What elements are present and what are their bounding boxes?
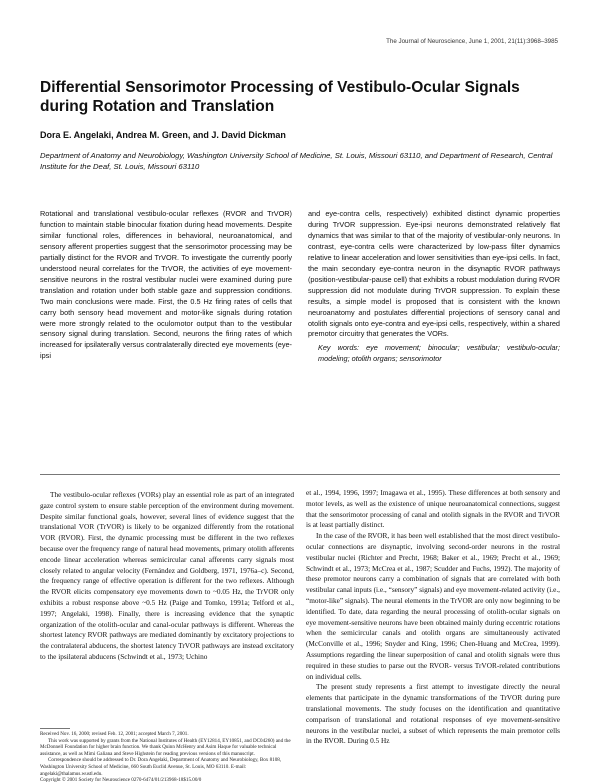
abstract-left-column (40, 209, 292, 362)
body-paragraph: In the case of the RVOR, it has been well established that the most direct vestibulo-ocular connections are disynaptic, involving second-order neurons in the rostral vestibular nuclei (Richter and Precht, 1968; Baker et al., 1969; Precht et al., 1969; Schwindt et al., 1973; McCrea et al., 1987; Scudder and Fuchs, 1992). The majority of these premotor neurons carry a combination of signals that are correlated with both vestibular canal inputs (i.e., “sensory” signals) and eye movement-related activity (i.e., “motor-like” signals). The neural elements in the TrVOR are only now beginning to be identified. To date, data regarding the neural processing of otolith-ocular signals on eye movement-sensitive neurons have been obtained mainly during eccentric rotations when the semicircular canals and otolith organs are simultaneously activated (McConville et al., 1996; Snyder and King, 1996; Chen-Huang and McCrea, 1999). Assumptions regarding the linear superposition of canal and otolith signals were thus required in these studies to parse out the RVOR- versus TrVOR-related contributions on individual cells. (306, 531, 560, 681)
footnote-support: This work was supported by grants from the National Institutes of Health (EY12814, EY10851, and DC04260) and the McDonnell Foundation for higher brain function. We thank Quinn McHenry and Asim Haque for valuable technical assistance, as well as Mimi Galiana and Steve Highstein for reading previous versions of this manuscript. (40, 737, 291, 757)
keywords-list: eye movement; binocular; vestibular; vestibulo-ocular; modeling; otolith organs; sensorimotor (318, 343, 560, 364)
body-left-column (40, 490, 294, 663)
abstract-text-right: and eye-contra cells, respectively) exhibited distinct dynamic properties during TrVOR suppression. Eye-ipsi neurons demonstrated relatively flat dynamics that was similar to that of the majority of vestibular-only neurons. In contrast, eye-contra cells were characterized by low-pass filter dynamics relative to linear acceleration and lower sensitivities than eye-ipsi cells. In fact, the main secondary eye-contra neuron in the disynaptic RVOR pathways (position-vestibular-pause cell) that exhibits a robust modulation during RVOR suppression did not modulate during TrVOR suppression. To explain these results, a simple model is proposed that is consistent with the known neuroanatomy and postulates differential projections of sensory canal and otolith signals onto eye-contra and eye-ipsi cells, respectively, within a shared premotor circuitry that generates the VORs. (308, 209, 560, 339)
body-paragraph: The present study represents a first attempt to investigate directly the neural elements that participate in the dynamic transformations of the TrVOR during pure translational movements. The study focuses on the identification and quantitative comparison of translational and rotational responses of eye movement-sensitive neurons in the vestibular nuclei, a subset of which represents the main premotor cells in the RVOR. During 0.5 Hz (306, 682, 560, 746)
running-head: The Journal of Neuroscience, June 1, 2001, 21(11):3968–3985 (386, 38, 558, 45)
keywords-label: Key words: (318, 343, 360, 353)
abstract-text-left: Rotational and translational vestibulo-ocular reflexes (RVOR and TrVOR) function to maintain stable binocular fixation during head movements. Despite similar functional roles, differences in behavioral, neuroanatomical, and sensory afferent properties suggest that the sensorimotor processing may be partially distinct for the RVOR and TrVOR. To investigate the currently poorly understood neural correlates for the TrVOR, the activities of eye movement-sensitive neurons in the rostral vestibular nuclei were examined during pure translation and rotation under both stable gaze and suppression conditions. Two main conclusions were made. First, the 0.5 Hz firing rates of cells that carry both sensory head movement and motor-like signals during rotation were more strongly related to the oculomotor output than to the vestibular sensory signal during translation. Second, neurons the firing rates of which increased for ipsilaterally versus contralaterally directed eye movements (eye-ipsi (40, 209, 292, 361)
author-list: Dora E. Angelaki, Andrea M. Green, and J. David Dickman (40, 130, 286, 140)
body-paragraph: The vestibulo-ocular reflexes (VORs) play an essential role as part of an integrated gaze control system to ensure stable perception of the environment during movement. Despite similar functional goals, however, several lines of evidence suggest that the translational VOR (TrVOR) is likely to be organized differently from the rotational VOR (RVOR). First, the dynamic processing must be different in the two reflexes because over the frequency range of natural head movements, primary otolith afferents encode linear acceleration whereas semicircular canal afferents carry signals most closely related to angular velocity (Fernández and Goldberg, 1971, 1976a–c). Second, the frequency range of effective operation is different for the two reflexes. Although the RVOR elicits compensatory eye movements down to ~0.05 Hz, the TrVOR only exhibits a robust response above ~0.5 Hz (Paige and Tomko, 1991a; Telford et al., 1997; Angelaki, 1998). Finally, there is increasing evidence that the synaptic organization of the otolith-ocular and canal-ocular pathways is different. Whereas the shortest latency RVOR pathways are mediated dominantly by excitatory projections to the contralateral abducens, the shortest latency TrVOR pathways are instead excitatory to the ipsilateral abducens (Schwindt et al., 1973; Uchino (40, 490, 294, 661)
section-divider (40, 474, 560, 475)
affiliation: Department of Anatomy and Neurobiology, Washington University School of Medicine, St. Louis, Missouri 63110, and Department of Research, Central Institute for the Deaf, St. Louis, Missouri 63110 (40, 151, 553, 171)
keywords (308, 343, 560, 365)
footnote-received: Received Nov. 16, 2000; revised Feb. 12, 2001; accepted March 7, 2001. (40, 731, 189, 737)
body-right-column (306, 488, 560, 747)
body-paragraph: et al., 1994, 1996, 1997; Imagawa et al., 1995). These differences at both sensory and motor levels, as well as the existence of unique neuroanatomical connections, suggest that the sensorimotor processing of canal and otolith signals in the RVOR and TrVOR is at least partially distinct. (306, 488, 560, 530)
footnote-copyright: Copyright © 2001 Society for Neuroscience 0270-6474/01/213968-18$15.00/0 (40, 777, 202, 784)
footnotes (40, 731, 294, 784)
footnote-divider (40, 728, 70, 729)
abstract-right-column (308, 209, 560, 365)
footnote-correspondence: Correspondence should be addressed to Dr. Dora Angelaki, Department of Anatomy and Neurobiology, Box 8108, Washington University School of Medicine, 660 South Euclid Avenue, St. Louis, MO 63110. E-mail: angelaki@thalamus.wustl.edu. (40, 757, 282, 777)
article-title: Differential Sensorimotor Processing of Vestibulo-Ocular Signals during Rotation and Translation (40, 79, 520, 115)
